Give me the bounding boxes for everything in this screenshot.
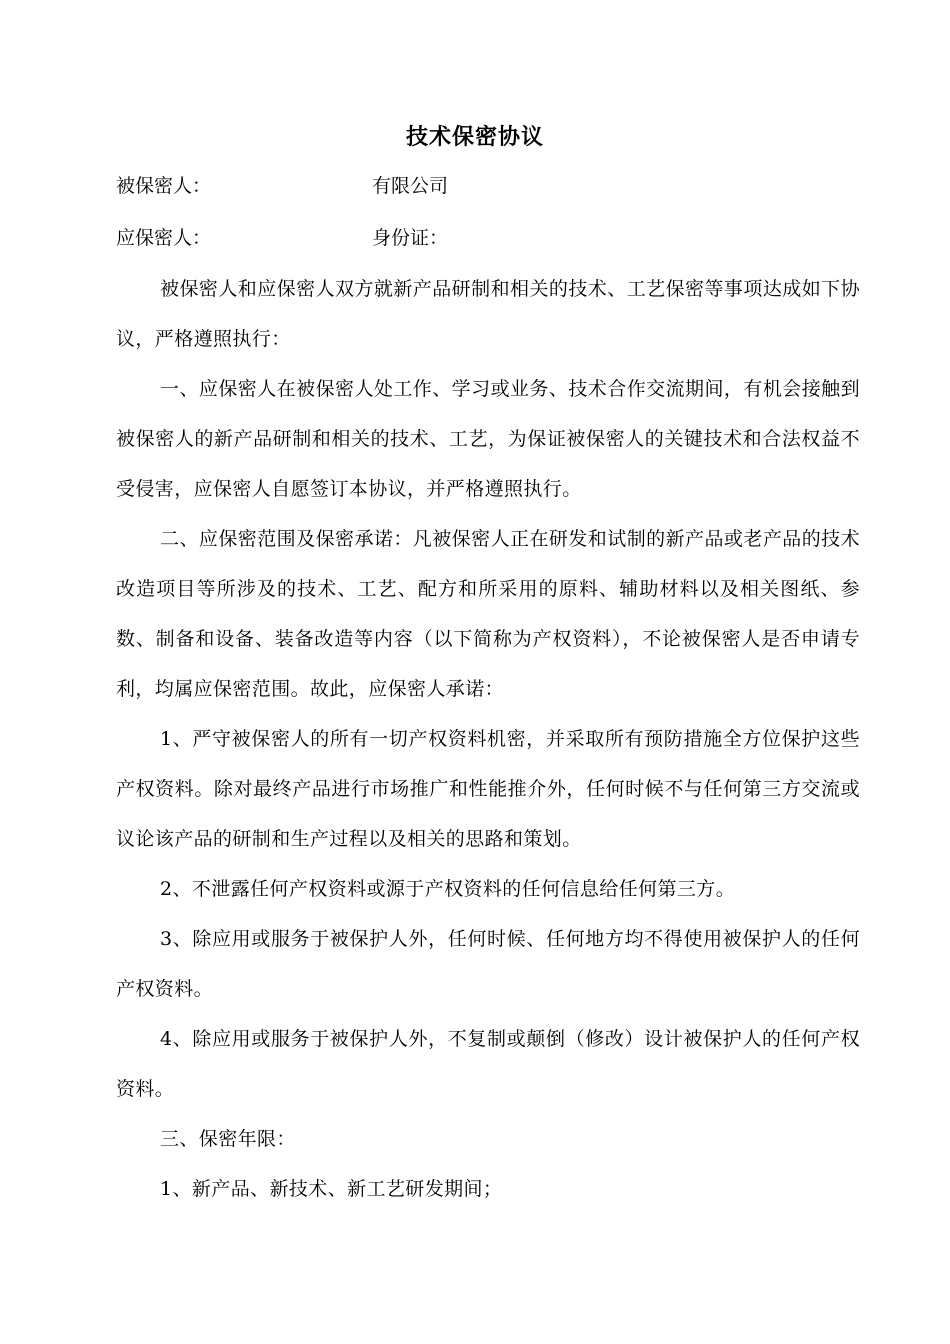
paragraph-section-1: 一、应保密人在被保密人处工作、学习或业务、技术合作交流期间，有机会接触到被保密人的新产品研制和相关的技术、工艺，为保证被保密人的关键技术和合法权益不受侵害，应保密人自愿签订本协议，并严格遵照执行。 [116,378,860,500]
paragraph-item-1: 1、严守被保密人的所有一切产权资料机密，并采取所有预防措施全方位保护这些产权资料。除对最终产品进行市场推广和性能推介外，任何时候不与任何第三方交流或议论该产品的研制和生产过程以及相关的思路和策划。 [116,728,860,850]
field-value-company: 有限公司 [372,175,449,197]
paragraph-section-2: 二、应保密范围及保密承诺：凡被保密人正在研发和试制的新产品或老产品的技术改造项目等所涉及的技术、工艺、配方和所采用的原料、辅助材料以及相关图纸、参数、制备和设备、装备改造等内容（以下简称为产权资料），不论被保密人是否申请专利，均属应保密范围。故此，应保密人承诺： [116,528,860,700]
field-value-id-card: 身份证： [372,227,449,249]
field-row-protected-party [116,166,860,206]
paragraph-section-3-item-1: 1、新产品、新技术、新工艺研发期间； [160,1178,503,1200]
paragraph-section-3: 三、保密年限： [160,1128,296,1150]
field-row-obligated-party [116,218,860,258]
document-title: 技术保密协议 [405,125,544,150]
paragraph-item-3: 3、除应用或服务于被保护人外，任何时候、任何地方均不得使用被保护人的任何产权资料。 [116,928,860,1000]
paragraph-item-2: 2、不泄露任何产权资料或源于产权资料的任何信息给任何第三方。 [160,878,736,900]
field-label-protected-party: 被保密人： [116,175,212,197]
paragraph-intro: 被保密人和应保密人双方就新产品研制和相关的技术、工艺保密等事项达成如下协议，严格遵照执行： [116,278,860,350]
field-label-obligated-party: 应保密人： [116,227,212,249]
document-body [116,264,860,1214]
paragraph-item-4: 4、除应用或服务于被保护人外，不复制或颠倒（修改）设计被保护人的任何产权资料。 [116,1028,860,1100]
